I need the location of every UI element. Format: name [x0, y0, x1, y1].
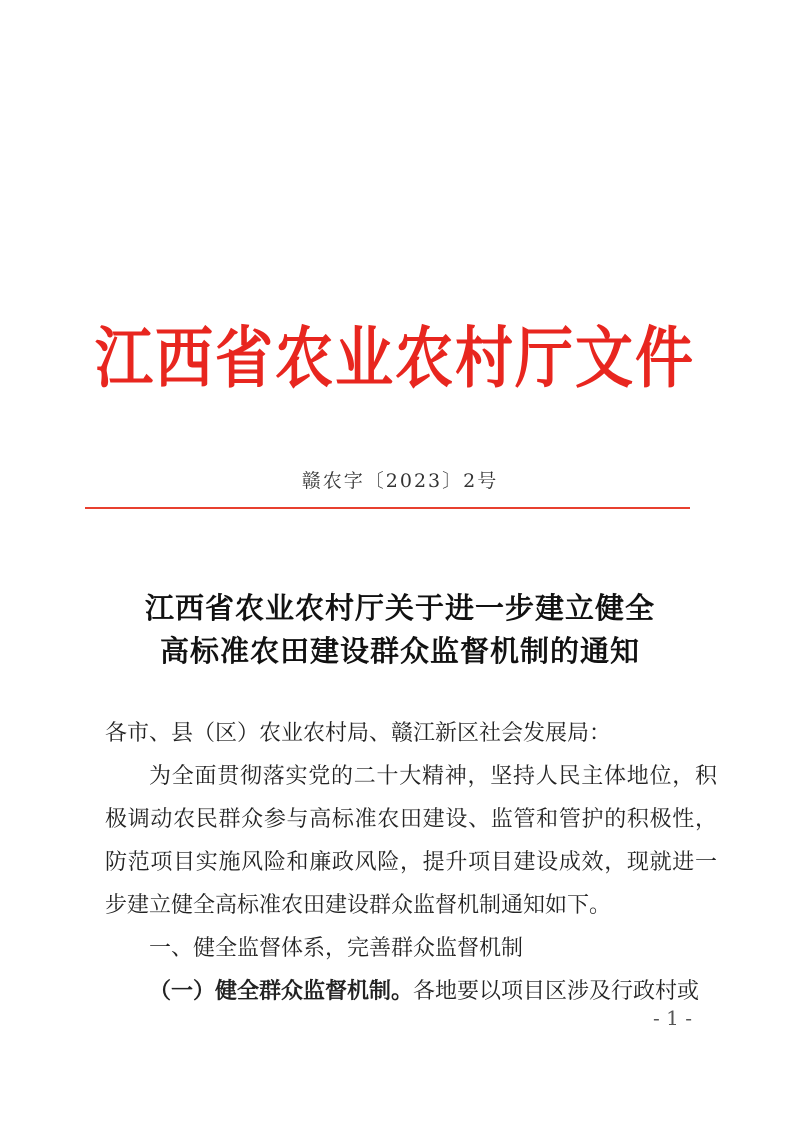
issuer-header-title: 江西省农业农村厅文件: [95, 318, 696, 398]
subsection-paragraph: [105, 970, 717, 1013]
subsection-heading: （一）健全群众监督机制。: [149, 979, 414, 1004]
salutation: 各市、县（区）农业农村局、赣江新区社会发展局：: [105, 721, 612, 746]
page-number: - 1 -: [653, 1006, 692, 1030]
intro-paragraph: 为全面贯彻落实党的二十大精神，坚持人民主体地位，积极调动农民群众参与高标准农田建设、监管和管护的积极性，防范项目实施风险和廉政风险，提升项目建设成效，现就进一步建立健全高标准农田建设群众监督机制通知如下。: [105, 764, 717, 918]
document-number: 赣农字〔2023〕2号: [301, 470, 499, 492]
document-title-line2: 高标准农田建设群众监督机制的通知: [159, 634, 640, 668]
section-heading: 一、健全监督体系，完善群众监督机制: [149, 936, 524, 961]
red-divider-line: [85, 507, 690, 509]
subsection-text: 各地要以项目区涉及行政村或: [413, 979, 700, 1004]
document-title-line1: 江西省农业农村厅关于进一步建立健全: [144, 591, 655, 625]
document-body: [105, 712, 717, 1013]
